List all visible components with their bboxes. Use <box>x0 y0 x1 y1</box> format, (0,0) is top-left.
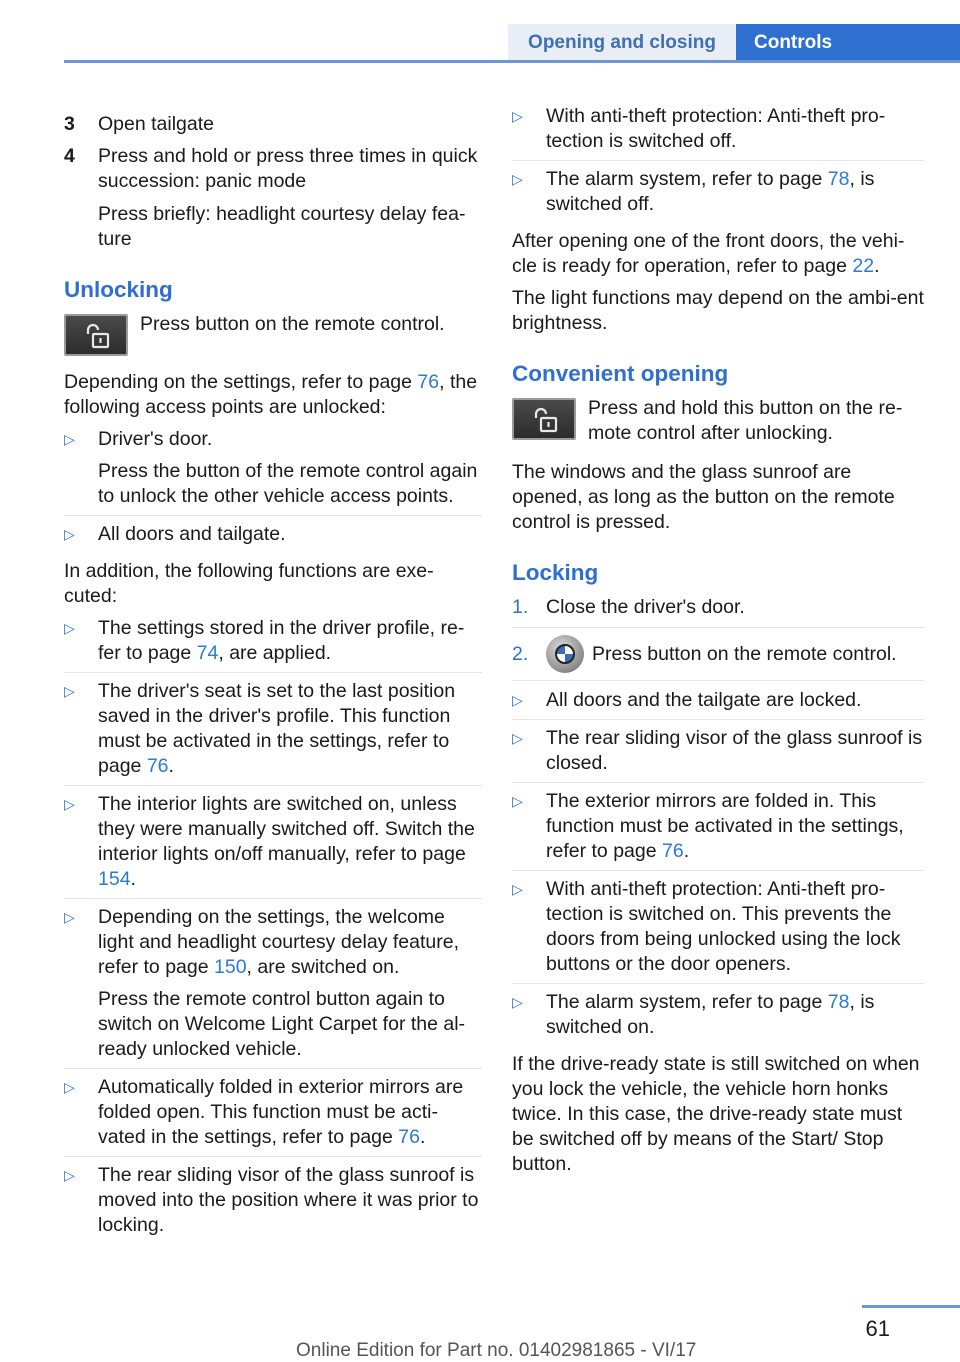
page-link[interactable]: 150 <box>214 956 247 978</box>
drive-ready-paragraph: If the drive-ready state is still switched on when you lock the vehicle, the vehicle horn honks twice. In this case, the drive-ready state must be switched off by means of the Start/ Stop button. <box>512 1053 920 1175</box>
page-footer <box>0 1300 960 1362</box>
step-1: 1. Close the driver's door. <box>512 595 924 628</box>
triangle-bullet-icon: ▷ <box>64 431 75 447</box>
list-item: ▷ The exterior mirrors are folded in. This function must be activated in the settings, refer to page 76. <box>512 789 924 871</box>
list-item: ▷ Depending on the settings, the welcome light and headlight courtesy delay feature, refer to page 150, are switched on. Press the remote control button again to switch on Welcome Light Carpet for the al-ready unlocked vehicle. <box>64 905 482 1069</box>
edition-text: Online Edition for Part no. 01402981865 - VI/17 <box>296 1340 697 1361</box>
list-item: ▷ The settings stored in the driver profile, re-fer to page 74, are applied. <box>64 616 482 673</box>
numbered-item-4 <box>64 144 482 252</box>
footer-rule <box>862 1305 960 1308</box>
list-item: ▷ The alarm system, refer to page 78, is switched off. <box>512 168 875 215</box>
triangle-bullet-icon: ▷ <box>512 793 523 809</box>
executed-functions-list <box>64 616 482 1244</box>
numbered-item-3 <box>64 112 482 137</box>
list-item: ▷ With anti-theft protection: Anti-theft pro-tection is switched on. This prevents the doors from being unlocked using the lock buttons or the door openers. <box>512 877 924 984</box>
convenient-opening-button-text: Press and hold this button on the re-mote control after unlocking. <box>588 397 903 444</box>
page-header <box>0 0 960 64</box>
list-item: ▷ All doors and tailgate. <box>64 523 286 545</box>
page-link[interactable]: 76 <box>146 755 169 777</box>
page-link[interactable]: 76 <box>398 1126 420 1148</box>
triangle-bullet-icon: ▷ <box>512 692 523 708</box>
unlock-padlock-icon <box>512 398 576 440</box>
tab-controls[interactable]: Controls <box>736 24 960 62</box>
heading-convenient-opening: Convenient opening <box>512 361 729 386</box>
list-item: ▷ With anti-theft protection: Anti-theft pro-tection is switched off. <box>512 104 924 161</box>
triangle-bullet-icon: ▷ <box>64 909 75 925</box>
triangle-bullet-icon: ▷ <box>64 796 75 812</box>
triangle-bullet-icon: ▷ <box>64 1079 75 1095</box>
list-item: ▷ All doors and the tailgate are locked. <box>512 688 924 720</box>
page-link[interactable]: 78 <box>827 991 850 1013</box>
step-2: 2. Press button on the remote control. <box>512 635 924 681</box>
locking-results-list <box>512 688 924 1046</box>
triangle-bullet-icon: ▷ <box>64 526 75 542</box>
list-item: ▷ Driver's door. Press the button of the remote control again to unlock the other vehicle access points. <box>64 427 482 516</box>
light-functions-paragraph: The light functions may depend on the ambi-ent brightness. <box>512 287 924 334</box>
heading-unlocking: Unlocking <box>64 277 173 302</box>
right-column <box>512 104 924 1184</box>
list-item: ▷ Automatically folded in exterior mirrors are folded open. This function must be acti-vated in the settings, refer to page 76. <box>64 1075 482 1157</box>
tab-opening-and-closing[interactable]: Opening and closing <box>508 24 736 62</box>
bmw-logo-icon <box>546 635 584 673</box>
page-link[interactable]: 78 <box>827 168 850 190</box>
triangle-bullet-icon: ▷ <box>512 881 523 897</box>
heading-locking: Locking <box>512 560 599 585</box>
unlock-button-row <box>64 312 482 356</box>
triangle-bullet-icon: ▷ <box>64 1167 75 1183</box>
item-number: 3 <box>64 113 75 135</box>
triangle-bullet-icon: ▷ <box>64 683 75 699</box>
page-link[interactable]: 76 <box>662 840 684 862</box>
depending-paragraph: Depending on the settings, refer to page 76, the following access points are unlocked: <box>64 371 478 418</box>
triangle-bullet-icon: ▷ <box>512 171 523 187</box>
triangle-bullet-icon: ▷ <box>512 730 523 746</box>
page-link[interactable]: 74 <box>196 642 219 664</box>
unlock-padlock-icon <box>64 314 128 356</box>
item-text: Press and hold or press three times in quick succession: panic mode <box>98 145 478 192</box>
list-item: ▷ The alarm system, refer to page 78, is switched on. <box>512 991 875 1038</box>
unlocked-access-points-list <box>64 427 482 553</box>
page-link[interactable]: 22 <box>852 255 875 277</box>
addition-paragraph: In addition, the following functions are exe-cuted: <box>64 560 434 607</box>
item-text-secondary: Press briefly: headlight courtesy delay fea-ture <box>98 203 466 250</box>
page-link[interactable]: 76 <box>417 371 440 393</box>
header-rule <box>64 60 960 63</box>
item-text: Open tailgate <box>98 113 215 135</box>
unlock-button-text: Press button on the remote control. <box>140 313 445 335</box>
windows-paragraph: The windows and the glass sunroof are opened, as long as the button on the remote control is pressed. <box>512 461 895 533</box>
convenient-opening-button-row <box>512 396 924 446</box>
item-number: 4 <box>64 145 75 167</box>
unlock-continued-list <box>512 104 924 223</box>
list-item: ▷ The rear sliding visor of the glass sunroof is moved into the position where it was prior to locking. <box>64 1164 479 1236</box>
list-item: ▷ The driver's seat is set to the last position saved in the driver's profile. This function must be activated in the settings, refer to page 76. <box>64 679 482 786</box>
locking-steps <box>512 595 924 681</box>
page-number: 61 <box>865 1316 890 1341</box>
left-column <box>64 112 482 1250</box>
triangle-bullet-icon: ▷ <box>64 620 75 636</box>
list-item: ▷ The interior lights are switched on, unless they were manually switched off. Switch the interior lights on/off manually, refer to page 154. <box>64 792 482 899</box>
triangle-bullet-icon: ▷ <box>512 994 523 1010</box>
after-opening-paragraph: After opening one of the front doors, the vehi-cle is ready for operation, refer to page 22. <box>512 230 905 277</box>
triangle-bullet-icon: ▷ <box>512 108 523 124</box>
page-link[interactable]: 154 <box>98 868 131 890</box>
list-item: ▷ The rear sliding visor of the glass sunroof is closed. <box>512 726 924 783</box>
